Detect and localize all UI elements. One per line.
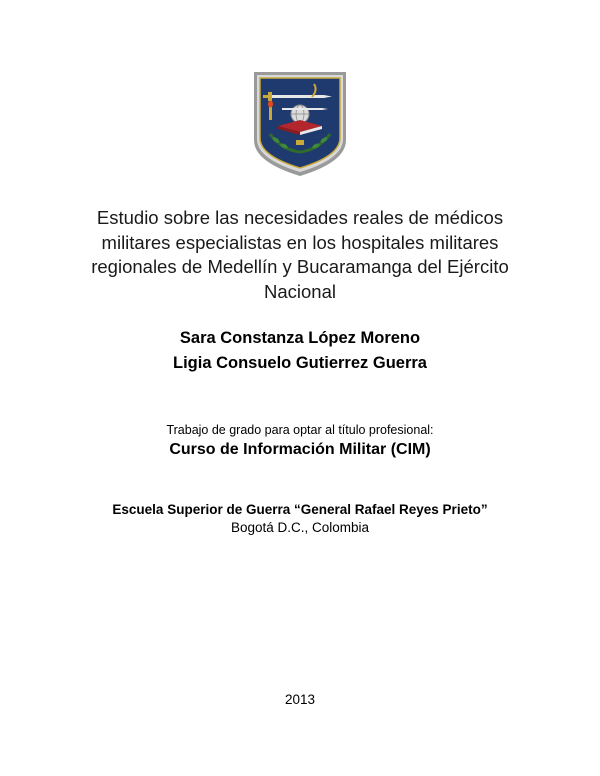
city-location: Bogotá D.C., Colombia (230, 520, 370, 535)
document-title (40, 206, 560, 304)
author-name: Ligia Consuelo Gutierrez Guerra (173, 354, 427, 372)
title-line: Nacional (264, 280, 336, 302)
publication-year: 2013 (284, 692, 316, 707)
title-line: regionales de Medellín y Bucaramanga del Ejército (91, 256, 509, 277)
military-shield-emblem-icon (252, 70, 348, 178)
school-name: Escuela Superior de Guerra “General Rafael Reyes Prieto” (112, 502, 488, 517)
title-line: militares especialistas en los hospitales militares (101, 231, 499, 253)
title-line: Estudio sobre las necesidades reales de médicos (96, 207, 504, 228)
author-list (40, 326, 560, 376)
author-name: Sara Constanza López Moreno (179, 329, 421, 347)
degree-intro: Trabajo de grado para optar al título profesional: (166, 423, 434, 437)
degree-course: Curso de Información Militar (CIM) (169, 441, 431, 458)
